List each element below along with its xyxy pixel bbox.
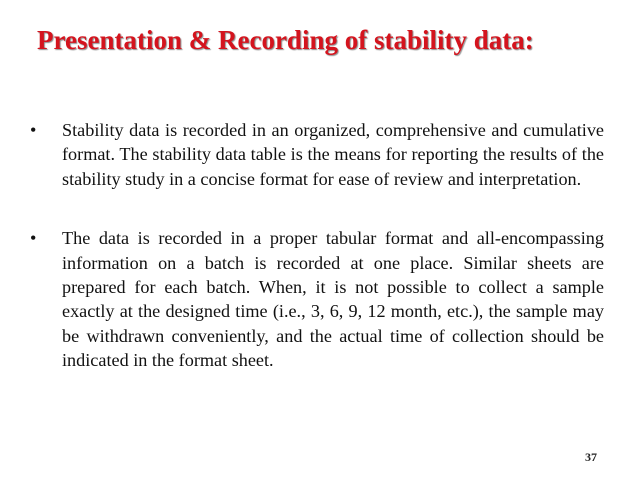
bullet-icon: •: [30, 120, 37, 140]
slide-title: Presentation & Recording of stability data:: [37, 25, 534, 55]
bullet-text: Stability data is recorded in an organized, comprehensive and cumulative format. The stability data table is the means for reporting the results of the stability study in a concise format for ease of review and interpretation.: [62, 120, 604, 189]
bullet-icon: •: [30, 228, 37, 249]
page-number: 37: [585, 450, 597, 464]
bullet-list: [30, 118, 604, 373]
bullet-item: [30, 226, 604, 372]
bullet-item: [30, 118, 604, 191]
bullet-text: The data is recorded in a proper tabular format and all-encompassing information on a batch is recorded at one place. Similar sheets are prepared for each batch. When, it is not possible to collect a sample exactly at the designed time (i.e., 3, 6, 9, 12 month, etc.), the sample may be withdrawn conveniently, and the actual time of collection should be indicated in the format sheet.: [62, 228, 604, 371]
